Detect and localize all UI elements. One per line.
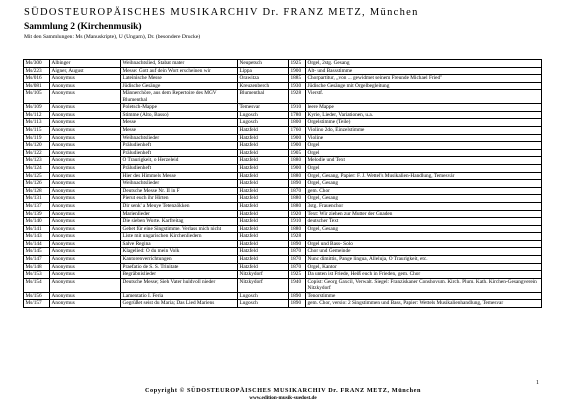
cell-signature: Ms/145 [24,248,50,256]
cell-remarks: Vierstf. [306,90,542,104]
cell-remarks: Tenorstimme [306,292,542,300]
table-row [24,240,542,248]
table-row [24,67,542,75]
cell-year: 1910 [289,104,306,112]
cell-signature: Ms/119 [24,134,50,142]
cell-signature: Ms/137 [24,202,50,210]
cell-signature: Ms/148 [24,263,50,271]
cell-composer: Anonymus [50,202,121,210]
cell-remarks: Da unten ist Friede, Heiß euch in Frieden, gem. Chor [306,271,542,279]
cell-year: 1928 [289,90,306,104]
cell-composer: Anonymus [50,75,121,83]
cell-signature: Ms/300 [24,60,50,68]
cell-work-title: Kantorenverrichtungen [121,256,238,264]
cell-work-title: Stimme (Alto, Basso) [121,111,238,119]
cell-work-title: Weihnachtslieder [121,134,238,142]
table-row [24,75,542,83]
cell-signature: Ms/125 [24,172,50,180]
table-row [24,82,542,90]
cell-year: 1880 [289,157,306,165]
cell-work-title: Praefatio de S. S. Trinitate [121,263,238,271]
table-row [24,292,542,300]
cell-place: Nitzkydorf [238,271,289,279]
cell-work-title: Jüdische Gesänge [121,82,238,90]
cell-composer: Anonymus [50,263,121,271]
cell-year: 1910 [289,218,306,226]
cell-composer: Anonymus [50,210,121,218]
cell-remarks: Alt- und Bassstimme [306,67,542,75]
cell-composer: Anonymus [50,240,121,248]
cell-work-title: Pierut euch ihr Hirten [121,195,238,203]
cell-year: 1880 [289,172,306,180]
cell-signature: Ms/109 [24,104,50,112]
cell-work-title: Präludienheft [121,164,238,172]
cell-work-title: Deutsche Messe Nr. II in F [121,187,238,195]
table-row [24,187,542,195]
cell-signature: Ms/112 [24,111,50,119]
cell-work-title: Männerchöre, aus dem Repertoire des MGV Blumenthal [121,90,238,104]
cell-remarks: Kyrie, Lieder, Variationen, u.a. [306,111,542,119]
cell-place: Hatzfeld [238,187,289,195]
cell-place: Blumenthal [238,90,289,104]
table-row [24,164,542,172]
cell-place: Hatzfeld [238,263,289,271]
cell-composer: Anonymus [50,157,121,165]
cell-work-title: Messe [121,119,238,127]
cell-work-title: Präludienheft [121,149,238,157]
cell-place: Temesvar [238,104,289,112]
cell-place: Hatzfeld [238,225,289,233]
cell-remarks: Orgel und Bass- Solo [306,240,542,248]
cell-signature: Ms/139 [24,210,50,218]
table-row [24,210,542,218]
cell-year: 1940 [289,278,306,292]
cell-signature: Ms/081 [24,82,50,90]
cell-remarks: Orgelstimme (Teile) [306,119,542,127]
cell-place: Hatzfeld [238,164,289,172]
cell-signature: Ms/128 [24,187,50,195]
table-row [24,218,542,226]
cell-work-title: Hier des Himmels Messe [121,172,238,180]
cell-signature: Ms/016 [24,75,50,83]
cell-place: Hatzfeld [238,180,289,188]
cell-place: Hatzfeld [238,142,289,150]
cell-remarks: Text: Wir ziehen zur Mutter der Gnaden [306,210,542,218]
cell-work-title: Liste mit ungarischen Kirchenliedern [121,233,238,241]
cell-composer: Anonymus [50,82,121,90]
cell-composer: Anonymus [50,248,121,256]
cell-place: Hatzfeld [238,202,289,210]
cell-year: 1870 [289,248,306,256]
cell-remarks: gem. Chor [306,187,542,195]
cell-place: Hatzfeld [238,218,289,226]
cell-signature: Ms/115 [24,126,50,134]
table-row [24,157,542,165]
cell-work-title: Lamentatio I. Feria [121,292,238,300]
cell-remarks: gem. Chor, versio: 2 Singstimmen und Bass, Papier: Wettels Musikalienhandlung, Temesvar [306,300,542,308]
table-row [24,111,542,119]
cell-place: Hatzfeld [238,248,289,256]
cell-place: Lugosch [238,300,289,308]
cell-year: 1905 [289,149,306,157]
cell-year: 1928 [289,233,306,241]
cell-composer: Anonymus [50,134,121,142]
cell-year: 1880 [289,225,306,233]
cell-work-title: Dir senk' a Meuye Tetenzökken [121,202,238,210]
cell-year: 1890 [289,292,306,300]
cell-signature: Ms/143 [24,233,50,241]
cell-year: 1925 [289,271,306,279]
cell-year: 1900 [289,164,306,172]
cell-signature: Ms/147 [24,256,50,264]
cell-composer: Anonymus [50,164,121,172]
cell-composer: Anonymus [50,271,121,279]
cell-remarks: deutscher Text [306,218,542,226]
cell-year: 1890 [289,180,306,188]
cell-work-title: Gegrüßet seist du Maria; Das Lied Mariens [121,300,238,308]
cell-remarks: Orgel, Gesang, Papier: F. J. Wettel's Musikalien-Handlung, Temesvár [306,172,542,180]
cell-year: 1890 [289,300,306,308]
cell-year: 1880 [289,202,306,210]
cell-place: Hatzfeld [238,172,289,180]
cell-place: Neupetsch [238,60,289,68]
cell-work-title: Gebet für eine Singstimme. Verlass mich nicht [121,225,238,233]
cell-signature: Ms/223 [24,67,50,75]
cell-work-title: Poletsch-Mappe [121,104,238,112]
cell-composer: Anonymus [50,90,121,104]
cell-place: Hatzfeld [238,233,289,241]
table-row [24,134,542,142]
footer-url[interactable]: www.edition-musik-suedost.de [249,395,317,401]
cell-work-title: Begräbnislieder [121,271,238,279]
cell-work-title: O Traurigkeit, o Herzeleid [121,157,238,165]
cell-place: Hatzfeld [238,126,289,134]
cell-year: 1885 [289,75,306,83]
cell-remarks: Orgel [306,149,542,157]
cell-remarks [306,233,542,241]
cell-signature: Ms/105 [24,90,50,104]
cell-place: Hatzfeld [238,195,289,203]
cell-composer: Albinger [50,60,121,68]
table-row [24,256,542,264]
cell-composer: Anonymus [50,300,121,308]
cell-place: Orawitza [238,75,289,83]
table-row [24,60,542,68]
cell-place: Hatzfeld [238,256,289,264]
cell-work-title: Weihnachtslieder [121,180,238,188]
footer-copyright: Copyright © SÜDOSTEUROPÄISCHES MUSIKARCHIV Dr. FRANZ METZ, München [144,387,422,394]
cell-place: Hatzfeld [238,149,289,157]
cell-place: Kreuzenberch [238,82,289,90]
cell-year: 1900 [289,142,306,150]
cell-remarks: Copist: Georg Gaxcil, Verwalt. Siegel: Franziskaner Conshovum. Kirch. Plum. Kath. Kirchen-Gesangverein Nitzkydorf [306,278,542,292]
table-row [24,202,542,210]
cell-composer: Anonymus [50,180,121,188]
cell-signature: Ms/141 [24,225,50,233]
cell-signature: Ms/123 [24,157,50,165]
cell-remarks: Violine [306,134,542,142]
cell-work-title: Präludienheft [121,142,238,150]
cell-work-title: Messe [121,126,238,134]
cell-signature: Ms/153 [24,271,50,279]
cell-year: 1870 [289,256,306,264]
table-row [24,263,542,271]
table-row [24,225,542,233]
table-row [24,195,542,203]
cell-year: 1930 [289,82,306,90]
cell-work-title: Messe: Gott auf dein Wort erscheinen wir [121,67,238,75]
cell-work-title: Die sieben Worte. Karfreitag [121,218,238,226]
collection-note: Mit den Sammlungen: Ms (Manuskripte), U (Ungarn), Dr. (besondere Drucke) [24,34,201,40]
catalog-table [23,59,542,308]
cell-remarks: Nunc dimittis, Pange lingua, Alleluja, O Traurigkeit, etc. [306,256,542,264]
cell-work-title: Salve Regina [121,240,238,248]
catalog-body [24,60,542,308]
table-row [24,149,542,157]
cell-year: 1880 [289,195,306,203]
cell-remarks: Melodie und Text [306,157,542,165]
cell-composer: Anonymus [50,292,121,300]
cell-year: 1800 [289,119,306,127]
cell-place: Lippa [238,67,289,75]
cell-place: Hatzfeld [238,210,289,218]
cell-remarks: Orgel, Gesang [306,225,542,233]
cell-remarks: Chor und Gemeinde [306,248,542,256]
cell-composer: Anonymus [50,126,121,134]
table-row [24,142,542,150]
table-row [24,126,542,134]
cell-place: Hatzfeld [238,240,289,248]
cell-signature: Ms/113 [24,119,50,127]
cell-year: 1890 [289,240,306,248]
cell-remarks: Orgel, Kantor [306,263,542,271]
table-row [24,119,542,127]
page-number: 1 [536,380,539,386]
cell-year: 1780 [289,111,306,119]
cell-work-title: Klagelied: O du mein Volk [121,248,238,256]
cell-signature: Ms/124 [24,164,50,172]
table-row [24,248,542,256]
cell-year: 1760 [289,126,306,134]
cell-composer: Anonymus [50,149,121,157]
cell-remarks: Orgel, Gesang [306,195,542,203]
collection-title: Sammlung 2 (Kirchenmusik) [24,22,142,32]
cell-composer: Anonymus [50,111,121,119]
cell-year: 1870 [289,263,306,271]
table-row [24,172,542,180]
cell-composer: Anonymus [50,233,121,241]
cell-remarks: Violino 2do, Einzelstimme [306,126,542,134]
cell-remarks: Orgel [306,164,542,172]
cell-composer: Anonymus [50,104,121,112]
cell-remarks: Orgel, Gesang [306,180,542,188]
cell-signature: Ms/122 [24,149,50,157]
cell-work-title: Lateinische Messe [121,75,238,83]
cell-composer: Aigner, August [50,67,121,75]
table-row [24,180,542,188]
cell-remarks: leere Mappe [306,104,542,112]
cell-remarks: Jüdische Gesänge mit Orgelbegleitung [306,82,542,90]
cell-remarks: 3stg. Frauenchor [306,202,542,210]
cell-year: 1870 [289,187,306,195]
table-row [24,90,542,104]
cell-signature: Ms/157 [24,300,50,308]
cell-remarks: Orgel [306,142,542,150]
cell-work-title: Marienlieder [121,210,238,218]
cell-signature: Ms/144 [24,240,50,248]
cell-year: 1900 [289,134,306,142]
cell-remarks: Orgel, 2stg. Gesang [306,60,542,68]
cell-place: Nitzkydorf [238,278,289,292]
cell-place: Hatzfeld [238,134,289,142]
cell-place: Lugosch [238,119,289,127]
cell-place: Lugosch [238,111,289,119]
cell-composer: Anonymus [50,278,121,292]
cell-remarks: Chorpartitur, „von ... gewidmet seinem Freunde Michael Fried" [306,75,542,83]
cell-signature: Ms/154 [24,278,50,292]
table-row [24,278,542,292]
cell-composer: Anonymus [50,142,121,150]
cell-signature: Ms/120 [24,142,50,150]
cell-year: 1920 [289,210,306,218]
table-row [24,104,542,112]
cell-place: Hatzfeld [238,157,289,165]
table-row [24,271,542,279]
cell-signature: Ms/156 [24,292,50,300]
cell-year: 1900 [289,67,306,75]
table-row [24,300,542,308]
cell-composer: Anonymus [50,218,121,226]
cell-place: Lugosch [238,292,289,300]
cell-signature: Ms/126 [24,180,50,188]
cell-year: 1925 [289,60,306,68]
cell-composer: Anonymus [50,225,121,233]
cell-composer: Anonymus [50,195,121,203]
cell-work-title: Weihnachtslied, Stabat mater [121,60,238,68]
cell-signature: Ms/140 [24,218,50,226]
cell-composer: Anonymus [50,172,121,180]
cell-composer: Anonymus [50,256,121,264]
archive-title: SÜDOSTEUROPÄISCHES MUSIKARCHIV Dr. FRANZ METZ, München [24,7,419,18]
table-row [24,233,542,241]
cell-work-title: Deutsche Messe; Sieh Vater huldvoll nieder [121,278,238,292]
cell-composer: Anonymus [50,187,121,195]
cell-composer: Anonymus [50,119,121,127]
cell-signature: Ms/131 [24,195,50,203]
